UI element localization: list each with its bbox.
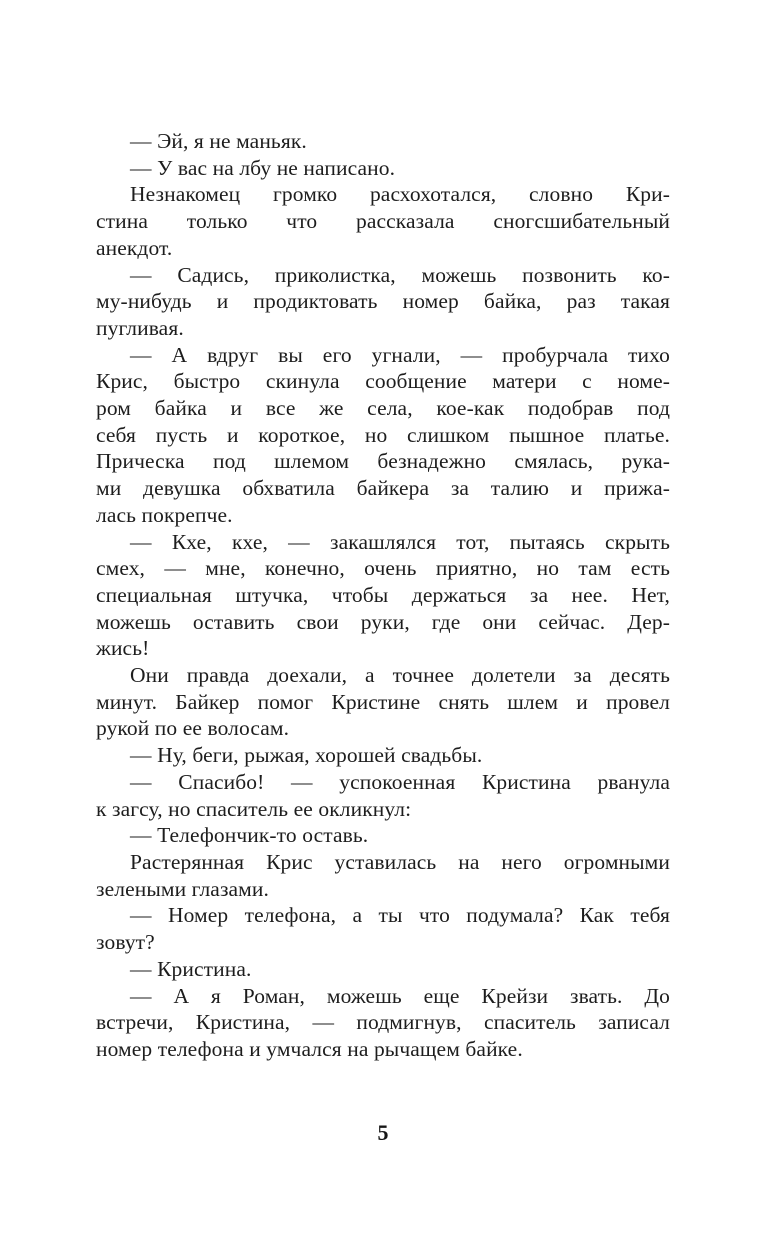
text-line: — А вдруг вы его угнали, — пробурчала тихо <box>130 342 670 367</box>
paragraph <box>96 822 670 849</box>
text-line: — Ну, беги, рыжая, хорошей свадьбы. <box>130 743 483 768</box>
paragraph <box>96 262 670 342</box>
text-line: жись! <box>96 636 150 661</box>
text-line: — У вас на лбу не написано. <box>130 155 396 180</box>
text-line: — А я Роман, можешь еще Крейзи звать. До <box>130 983 670 1008</box>
text-line: себя пусть и короткое, но слишком пышное платье. <box>96 422 670 447</box>
paragraph <box>96 902 670 955</box>
text-line: — Спасибо! — успокоенная Кристина рванула <box>130 769 670 794</box>
text-line: анекдот. <box>96 235 173 260</box>
text-line: встречи, Кристина, — подмигнув, спаситель записал <box>96 1010 670 1035</box>
text-line: смех, — мне, конечно, очень приятно, но там есть <box>96 556 670 581</box>
text-line: Прическа под шлемом безнадежно смялась, рука- <box>96 449 670 474</box>
paragraph <box>96 529 670 663</box>
paragraph <box>96 769 670 822</box>
text-line: ром байка и все же села, кое-как подобрав под <box>96 396 670 421</box>
page-text <box>96 128 670 1063</box>
text-line: зелеными глазами. <box>96 876 269 901</box>
paragraph <box>96 849 670 902</box>
paragraph <box>96 742 670 769</box>
text-line: — Телефончик-то оставь. <box>130 823 369 848</box>
text-line: Крис, быстро скинула сообщение матери с номе- <box>96 369 670 394</box>
text-line: можешь оставить свои руки, где они сейчас. Дер- <box>96 609 670 634</box>
text-line: — Кхе, кхе, — закашлялся тот, пытаясь скрыть <box>130 529 670 554</box>
text-line: — Номер телефона, а ты что подумала? Как тебя <box>130 903 670 928</box>
paragraph <box>96 342 670 529</box>
text-line: номер телефона и умчался на рычащем байке. <box>96 1036 523 1061</box>
text-line: Незнакомец громко расхохотался, словно Кри- <box>130 182 670 207</box>
text-line: Они правда доехали, а точнее долетели за десять <box>130 663 670 688</box>
text-line: минут. Байкер помог Кристине снять шлем и провел <box>96 689 670 714</box>
text-line: к загсу, но спаситель ее окликнул: <box>96 796 412 821</box>
paragraph <box>96 128 670 155</box>
paragraph <box>96 956 670 983</box>
text-line: — Эй, я не маньяк. <box>130 129 307 153</box>
text-line: зовут? <box>96 930 155 955</box>
text-line: му-нибудь и продиктовать номер байка, раз такая <box>96 289 670 314</box>
paragraph <box>96 155 670 182</box>
text-line: — Садись, приколистка, можешь позвонить ко- <box>130 262 670 287</box>
paragraph <box>96 181 670 261</box>
text-line: ми девушка обхватила байкера за талию и прижа- <box>96 476 670 501</box>
text-line: рукой по ее волосам. <box>96 716 290 741</box>
text-line: лась покрепче. <box>96 502 233 527</box>
paragraph <box>96 983 670 1063</box>
text-line: Растерянная Крис уставилась на него огромными <box>130 849 670 874</box>
page-number: 5 <box>377 1120 389 1145</box>
paragraph <box>96 662 670 742</box>
text-line: специальная штучка, чтобы держаться за нее. Нет, <box>96 582 670 607</box>
text-line: пугливая. <box>96 315 184 340</box>
text-line: — Кристина. <box>130 956 252 981</box>
text-line: стина только что рассказала сногсшибательный <box>96 209 670 234</box>
